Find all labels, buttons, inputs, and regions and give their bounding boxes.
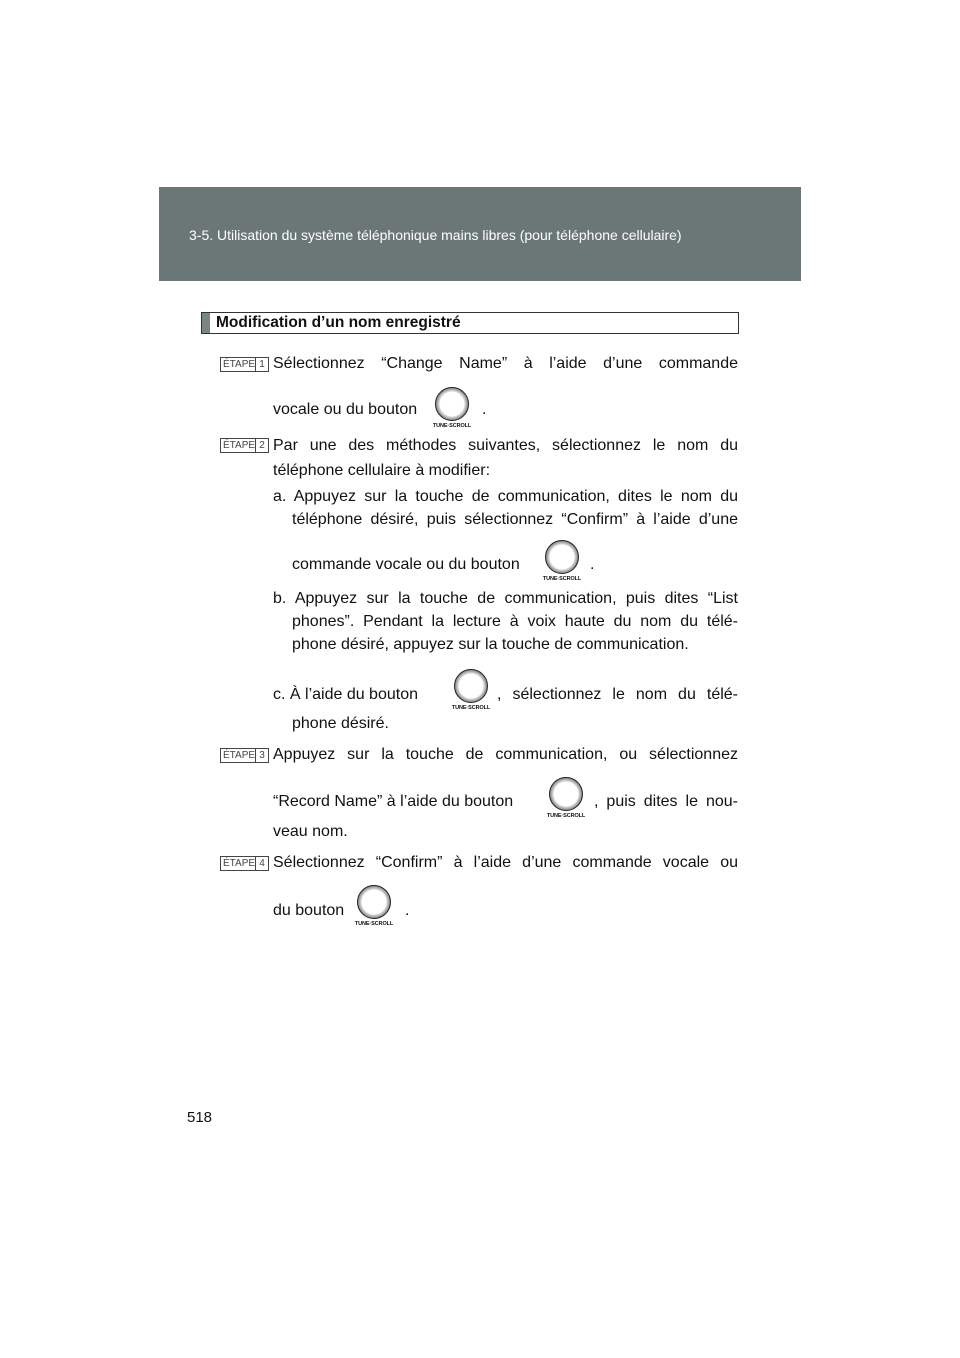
substep-a-line-1: a. Appuyez sur la touche de communication, dites le nom du: [273, 488, 738, 505]
substep-c-line-1a: c. À l’aide du bouton: [273, 686, 418, 703]
substep-b-line-2: phones”. Pendant la lecture à voix haute du nom du télé-: [292, 613, 738, 630]
step-number: 1: [255, 358, 268, 371]
section-title: Modification d’un nom enregistré: [216, 314, 461, 331]
step-word: ÉTAPE: [223, 858, 256, 869]
step-label-4: [220, 856, 269, 871]
step-4-line-1: Sélectionnez “Confirm” à l’aide d’une commande vocale ou: [273, 854, 738, 871]
tune-scroll-knob-icon: TUNE·SCROLL: [430, 387, 474, 433]
step-number: 4: [255, 857, 268, 870]
tune-scroll-knob-icon: TUNE·SCROLL: [544, 777, 588, 823]
step-1-line-2b: .: [482, 401, 487, 418]
tune-scroll-knob-icon: TUNE·SCROLL: [449, 669, 493, 715]
step-word: ÉTAPE: [223, 440, 256, 451]
substep-b-line-3: phone désiré, appuyez sur la touche de communication.: [292, 636, 689, 653]
step-1-line-2a: vocale ou du bouton: [273, 401, 418, 418]
step-2-line-1: Par une des méthodes suivantes, sélectionnez le nom du: [273, 437, 738, 454]
step-2-line-2: téléphone cellulaire à modifier:: [273, 462, 491, 479]
step-label-1: [220, 357, 269, 372]
step-3-line-2a: “Record Name” à l’aide du bouton: [273, 793, 514, 810]
substep-b-line-1: b. Appuyez sur la touche de communication, puis dites “List: [273, 590, 738, 607]
chapter-header-band: [159, 187, 801, 281]
substep-c-line-2: phone désiré.: [292, 715, 389, 732]
substep-c-line-1b: , sélectionnez le nom du télé-: [497, 686, 738, 703]
step-4-line-2b: .: [405, 902, 410, 919]
step-word: ÉTAPE: [223, 359, 256, 370]
step-number: 2: [255, 439, 268, 452]
step-3-line-1: Appuyez sur la touche de communication, ou sélectionnez: [273, 746, 738, 763]
page-number: 518: [187, 1109, 213, 1126]
step-4-line-2a: du bouton: [273, 902, 345, 919]
step-word: ÉTAPE: [223, 750, 256, 761]
step-1-line-1: Sélectionnez “Change Name” à l’aide d’une commande: [273, 355, 738, 372]
tune-scroll-knob-icon: TUNE·SCROLL: [540, 540, 584, 586]
substep-a-line-2: téléphone désiré, puis sélectionnez “Confirm” à l’aide d’une: [292, 511, 738, 528]
tune-scroll-knob-icon: TUNE·SCROLL: [352, 885, 396, 931]
step-number: 3: [255, 749, 268, 762]
step-label-3: [220, 748, 269, 763]
substep-a-line-3b: .: [590, 556, 595, 573]
section-heading: [201, 312, 739, 334]
step-3-line-2b: , puis dites le nou-: [594, 793, 738, 810]
chapter-title: 3-5. Utilisation du système téléphonique mains libres (pour téléphone cellulaire): [189, 227, 682, 243]
step-3-line-3: veau nom.: [273, 823, 348, 840]
section-heading-bar: [202, 313, 210, 333]
substep-a-line-3a: commande vocale ou du bouton: [292, 556, 520, 573]
step-label-2: [220, 438, 269, 453]
